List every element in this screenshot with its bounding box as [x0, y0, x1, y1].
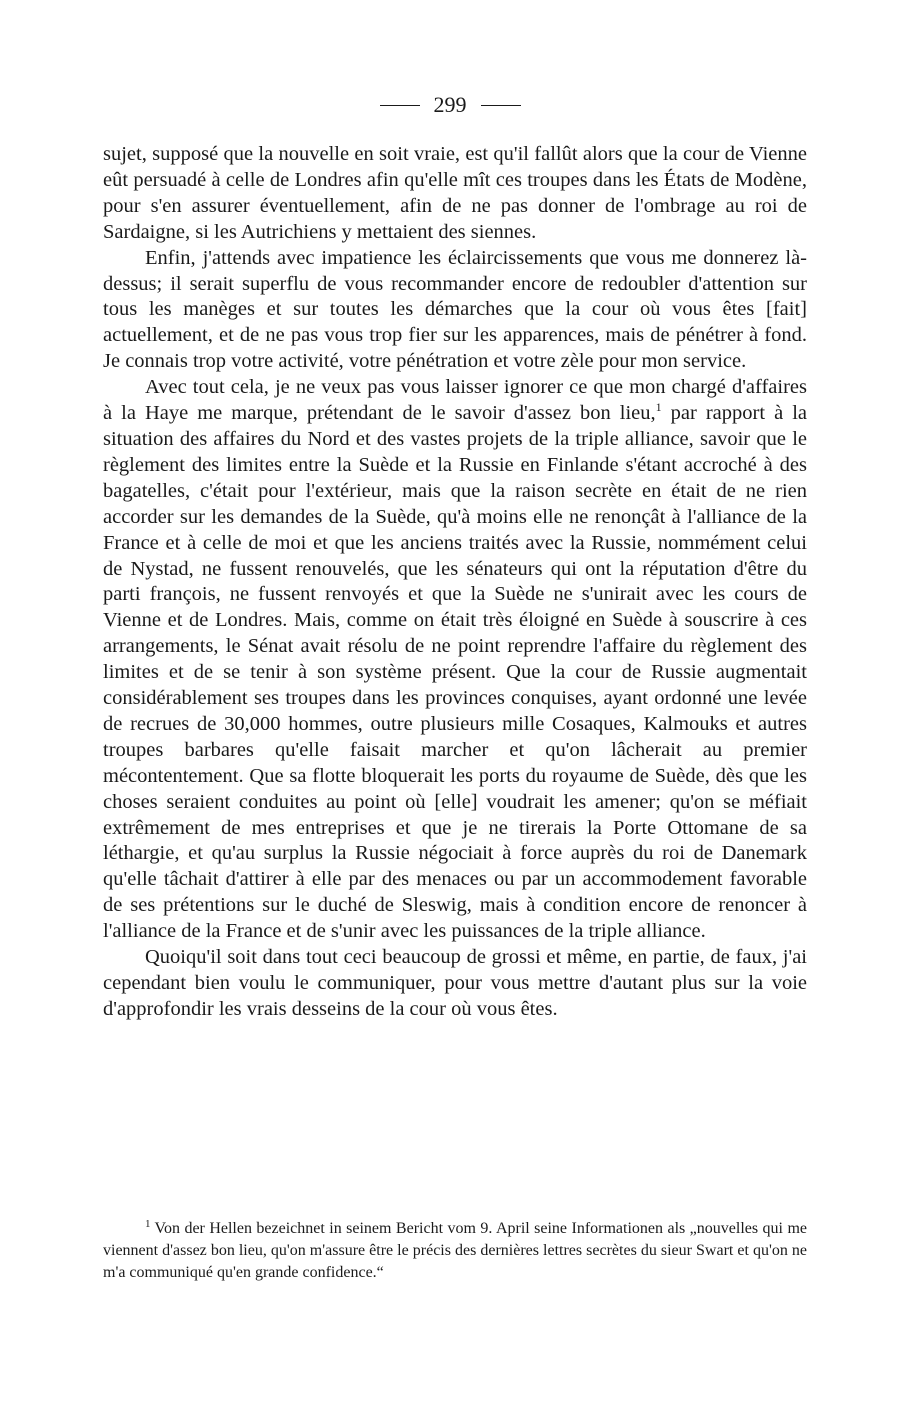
- paragraph-avec-tout-cela: [103, 375, 807, 945]
- paragraph-continuation: sujet, supposé que la nouvelle en soit vraie, est qu'il fallût alors que la cour de Vienne eût persuadé à celle de Londres afin qu'elle mît ces troupes dans les États de Modène, pour s'en assurer éventuellement, afin de ne pas donner de l'ombrage au roi de Sardaigne, si les Autrichiens y mettaient des siennes.: [103, 143, 807, 243]
- paragraph-text-before-footnote: Avec tout cela, je ne veux pas vous laisser ignorer ce que mon chargé d'affaires à la Haye me marque, prétendant de le savoir d'assez bon lieu,: [103, 376, 807, 425]
- header-rule-left: [380, 105, 420, 106]
- body-text: [103, 142, 807, 1023]
- footnote-reference: 1: [655, 400, 662, 415]
- footnote-marker: 1: [145, 1217, 151, 1230]
- paragraph-text-after-footnote: par rapport à la situation des affaires du Nord et des vastes projets de la triple alliance, savoir que le règlement des limites entre la Suède et la Russie en Finlande s'étant accroché à des bagatelles, c'était pour l'extérieur, mais que la raison secrète en était de ne rien accorder sur les demandes de la Suède, qu'à moins elle ne renonçât à l'alliance de la France et à celle de moi et que les anciens traités avec la Russie, nommément celui de Nystad, ne fussent renouvelés, que les sénateurs qui ont la réputation d'être du parti françois, ne fussent renvoyés et que la Suède ne s'unirait avec les cours de Vienne et de Londres. Mais, comme on était très éloigné en Suède à souscrire à ces arrangements, le Sénat avait résolu de ne point reprendre l'affaire du règlement des limites et de se tenir à son système présent. Que la cour de Russie augmentait considérablement ses troupes dans les provinces conquises, ayant ordonné une levée de recrues de 30,000 hommes, outre plusieurs mille Cosaques, Kalmouks et autres troupes barbares qu'elle faisait marcher et qu'on lâcherait au premier mécontentement. Que sa flotte bloquerait les ports du royaume de Suède, dès que les choses seraient conduites au point où [elle] voudrait les amener; qu'on se méfiait extrêmement de mes entreprises et que je ne tirerais la Porte Ottomane de sa léthargie, et qu'au surplus la Russie négociait à force auprès du roi de Danemark qu'elle tâchait d'attirer à elle par des menaces ou par un accommodement favorable de ses prétentions sur le duché de Sleswig, mais à condition encore de renoncer à l'alliance de la France et de s'unir avec les puissances de la triple alliance.: [103, 402, 807, 943]
- paragraph-quoiquil: Quoiqu'il soit dans tout ceci beaucoup de grossi et même, en partie, de faux, j'ai cependant bien voulu le communiquer, pour vous mettre d'autant plus sur la voie d'approfondir les vrais desseins de la cour où vous êtes.: [103, 946, 807, 1020]
- page-header: [0, 92, 900, 118]
- page-number: 299: [433, 92, 467, 117]
- footnote-text: Von der Hellen bezeichnet in seinem Bericht vom 9. April seine Informationen als „nouvelles qui me viennent d'assez bon lieu, qu'on m'assure être le précis des dernières lettres secrètes du sieur Swart et qu'on ne m'a communiqué qu'en grande confidence.“: [103, 1220, 807, 1281]
- header-rule-right: [481, 105, 521, 106]
- paragraph-enfin: Enfin, j'attends avec impatience les éclaircissements que vous me donnerez là-dessus; il serait superflu de vous recommander encore de redoubler d'attention sur tous les manèges et sur toutes les démarches que la cour où vous êtes [fait] actuellement, et de ne pas vous trop fier sur les apparences, mais de pénétrer à fond. Je connais trop votre activité, votre pénétration et votre zèle pour mon service.: [103, 246, 807, 373]
- footnote: [103, 1218, 807, 1284]
